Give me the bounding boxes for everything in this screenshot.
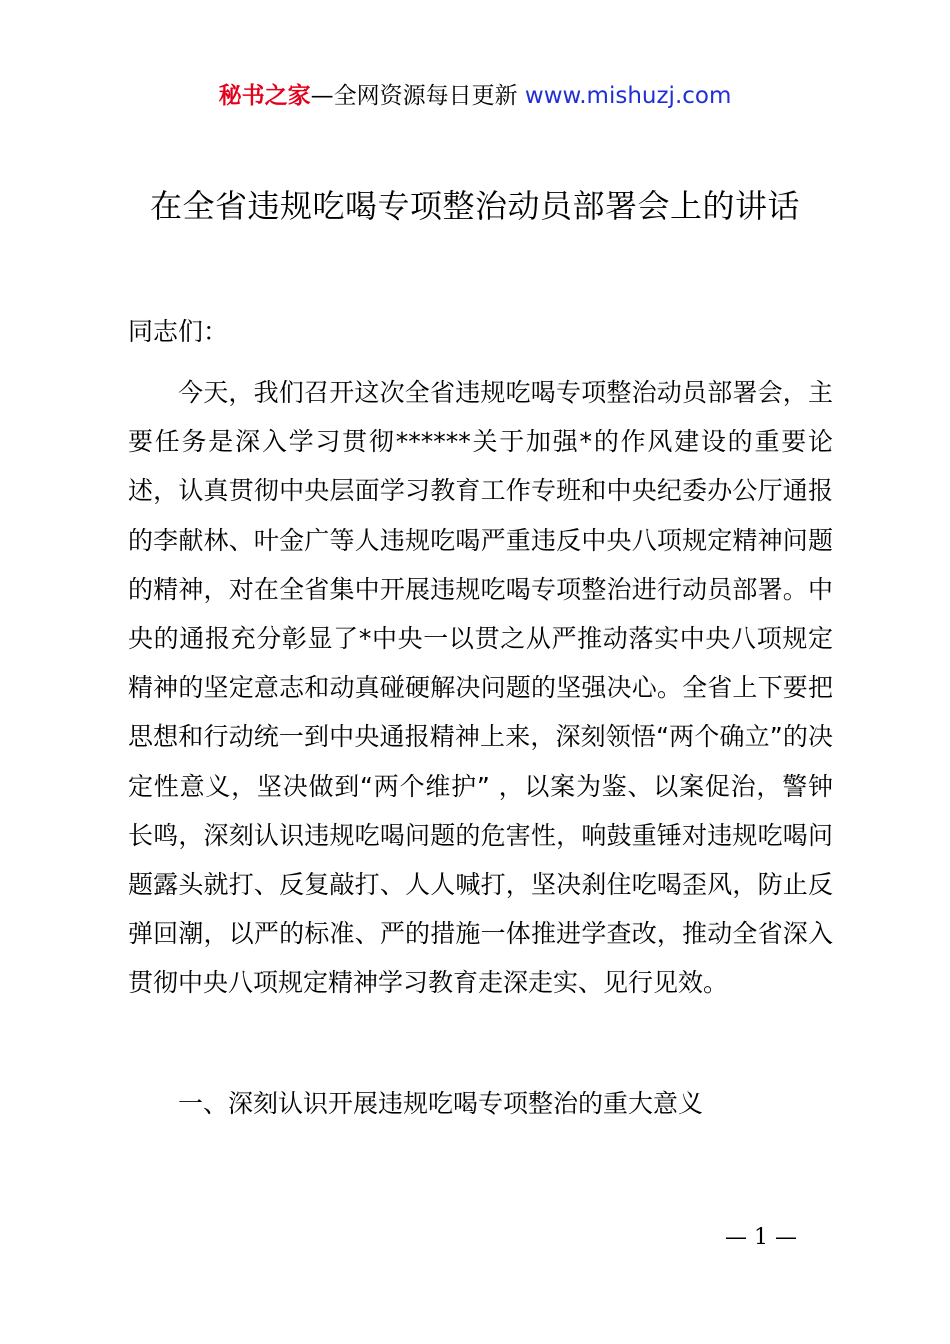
site-header: [0, 80, 950, 112]
site-url-link[interactable]: www.mishuzj.com: [524, 83, 732, 109]
body-paragraph: 今天，我们召开这次全省违规吃喝专项整治动员部署会，主要任务是深入学习贯彻******关于加强*的作风建设的重要论述，认真贯彻中央层面学习教育工作专班和中央纪委办公厅通报的李献林、叶金广等人违规吃喝严重违反中央八项规定精神问题的精神，对在全省集中开展违规吃喝专项整治进行动员部署。中央的通报充分彰显了*中央一以贯之从严推动落实中央八项规定精神的坚定意志和动真碰硬解决问题的坚强决心。全省上下要把思想和行动统一到中央通报精神上来，深刻领悟“两个确立”的决定性意义，坚决做到“两个维护” ，以案为鉴、以案促治，警钟长鸣，深刻认识违规吃喝问题的危害性，响鼓重锤对违规吃喝问题露头就打、反复敲打、人人喊打，坚决刹住吃喝歪风，防止反弹回潮，以严的标准、严的措施一体推进学查改，推动全省深入贯彻中央八项规定精神学习教育走深走实、见行见效。: [128, 378, 833, 998]
header-tagline: —全网资源每日更新: [310, 83, 518, 109]
document-title: 在全省违规吃喝专项整治动员部署会上的讲话: [149, 187, 800, 225]
section-heading: 一、深刻认识开展违规吃喝专项整治的重大意义: [178, 1089, 704, 1118]
brand-name: 秘书之家: [218, 83, 311, 109]
salutation: 同志们：: [128, 317, 229, 346]
page-number: — 1 —: [725, 1225, 797, 1250]
